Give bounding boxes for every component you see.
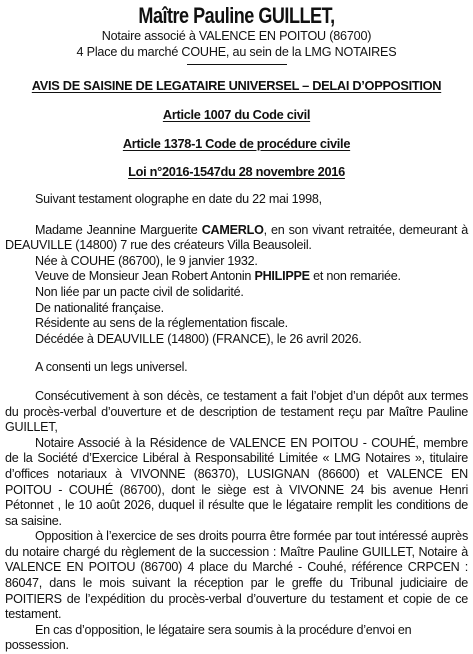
notary-name: Maître Pauline GUILLET, xyxy=(138,3,335,28)
pacs-status: Non liée par un pacte civil de solidarité. xyxy=(35,284,244,299)
widow-info xyxy=(5,269,468,285)
death-info: Décédée à DEAUVILLE (14800) (FRANCE), le 26 avril 2026. xyxy=(35,331,362,346)
spouse-surname: PHILIPPE xyxy=(254,269,310,284)
legal-notice xyxy=(0,3,473,653)
universal-legacy: A consenti un legs universel. xyxy=(35,360,188,375)
testament-date: Suivant testament olographe en date du 22 mai 1998, xyxy=(35,192,322,206)
widow-prefix: Veuve de Monsieur Jean Robert Antonin xyxy=(35,269,255,284)
widow-suffix: et non remariée. xyxy=(309,269,401,284)
article-civil-code: Article 1007 du Code civil xyxy=(162,107,311,122)
fiscal-residence: Résidente au sens de la réglementation fiscale. xyxy=(35,316,288,331)
nationality: De nationalité française. xyxy=(35,300,164,315)
testator-identity xyxy=(5,223,468,254)
birth-info: Née à COUHE (86700), le 9 janvier 1932. xyxy=(35,253,258,268)
notary-office: Notaire associé à VALENCE EN POITOU (86700) xyxy=(101,29,372,43)
opposition-paragraph: Opposition à l’exercice de ses droits pourra être formée par tout intéressé auprès du notaire chargé du règlement de la succession : Maître Pauline GUILLET, Notaire à VALENCE EN POITOU (86700) 4 place du Marché - Couhé, référence CRPCEN : 86047, dans le mois suivant la réception par le greffe du Tribunal judiciaire de POITIERS de l’expédition du procès-verbal d’ouverture du testament et copie de ce testament. xyxy=(5,529,468,622)
possession-paragraph: En cas d’opposition, le légataire sera soumis à la procédure d’envoi en possession. xyxy=(5,622,412,653)
notary-address: 4 Place du marché COUHE, au sein de la LMG NOTAIRES xyxy=(76,44,397,59)
testator-surname: CAMERLO xyxy=(201,222,264,237)
article-procedure-code: Article 1378-1 Code de procédure civile xyxy=(122,136,351,151)
notice-title: AVIS DE SAISINE DE LEGATAIRE UNIVERSEL – DELAI D’OPPOSITION xyxy=(31,78,442,93)
notary-paragraph: Notaire Associé à la Résidence de VALENCE EN POITOU - COUHÉ, membre de la Société d’Exercice Libéral à Responsabilité Limitée « LMG Notaires », titulaire d’offices notariaux à VIVONNE (86370), LUSIGNAN (86600) et VALENCE EN POITOU - COUHÉ (86700), dont le siège est à VIVONNE 24 bis avenue Henri Pétonnet , le 10 août 2026, duquel il résulte que le légataire remplit les conditions de sa saisine. xyxy=(5,435,468,528)
law-reference: Loi n°2016-1547du 28 novembre 2016 xyxy=(128,164,345,179)
testator-details: , en son vivant retraitée, demeurant à DEAUVILLE (14800) 7 rue des créateurs Villa Beausoleil. xyxy=(5,222,469,253)
deposit-paragraph: Consécutivement à son décès, ce testament a fait l’objet d’un dépôt aux termes du procès-verbal d’ouverture et de description de testament reçu par Maître Pauline GUILLET, xyxy=(5,388,468,435)
header-divider xyxy=(187,64,287,65)
testator-prefix: Madame Jeannine Marguerite xyxy=(35,222,202,237)
